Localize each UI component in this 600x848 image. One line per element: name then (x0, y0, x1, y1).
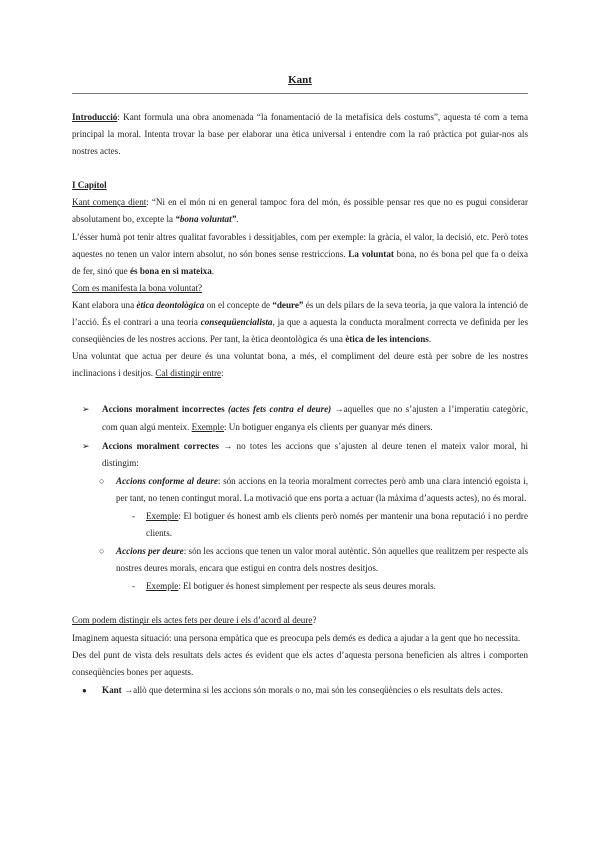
circle-bullet-icon: ○ (99, 546, 105, 557)
p2-bold1: La voluntat (348, 248, 394, 259)
arrow-bullet-icon: ➢ (82, 404, 90, 415)
sub1-text: : són accions en la teoria moralment correctes però amb una clara intenció egoista i, per tant, no tenen contingut moral. La motivació que ens porta a actuar (la màxima d’aquests actes), no és moral. (116, 475, 528, 503)
p1-bold: “bona voluntat” (175, 214, 237, 225)
paragraph-situacio: Imaginem aquesta situació: una persona empàtica que es preocupa pels demés es dedica a ajudar a la gent que ho necessita. (72, 632, 521, 643)
page-title: Kant (288, 74, 312, 86)
sublist-item-conforme (99, 473, 528, 507)
question-1-text: Com es manifesta la bona voluntat? (72, 282, 203, 293)
list-item-text (102, 682, 528, 699)
p2-end: . (211, 265, 215, 276)
question-heading-2 (72, 612, 528, 629)
spacer (72, 160, 528, 177)
question-2-end: ? (312, 615, 317, 626)
p1-text: : “Ni en el món ni en general tampoc fora del món, és possible pensar res que no es pugui considerar absolutament bo, excepte la (72, 197, 528, 225)
p3-t4: , ja que a aquesta la conducta moralment correcta ve definida per les conseqüències de les nostres accions. Per tant, la ètica deontològica és una (72, 317, 528, 345)
sub2-example-text: : El botiguer és honest simplement per respecte als seus deures morals. (178, 581, 436, 592)
question-heading-1 (72, 280, 528, 297)
spacer (72, 382, 528, 399)
sub1-example-label: Exemple (146, 510, 179, 521)
kant-says-label: Kant comença dient (72, 197, 147, 208)
sub2-bold: Accions per deure (116, 546, 184, 557)
circle-bullet-icon: ○ (99, 475, 105, 486)
dash-bullet-icon: - (132, 581, 135, 592)
p3-t5: . (428, 334, 432, 345)
p3-b1: ètica deontològica (136, 299, 205, 310)
sub1-example-text: : El botiguer és honest amb els clients però només per mantenir una bona reputació i no perdre clients. (146, 510, 528, 539)
p3-t2: on el concepte de (204, 299, 273, 310)
example-item-per-deure (132, 578, 528, 595)
sub2-text: : són les accions que tenen un valor moral autèntic. Són aquelles que realitzem per respecte als nostres deures morals, encara que estigui en contra dels nostres desitjos. (116, 546, 528, 574)
p3-t1: Kant elabora una (72, 299, 137, 310)
sub1-bold: Accions conforme al deure (116, 475, 218, 486)
example-item-conforme (132, 508, 528, 542)
p3-t3: és un dels pilars de la seva teoria, ja que valora la intenció de l’acció. És el contrari a una teoria (72, 299, 529, 328)
bullet-text: →allò que determina si les accions són morals o no, mai són les conseqüències o els resultats dels actes. (121, 684, 503, 695)
intro-paragraph (72, 109, 528, 160)
list-item-correctes (82, 438, 529, 472)
question-2-text: Com podem distingir els actes fets per deure i els d’acord al deure (72, 615, 313, 626)
p4-underline: Cal distingir entre (155, 368, 222, 379)
list-item-incorrectes (82, 401, 528, 435)
chapter-heading (72, 177, 528, 194)
document-body (72, 109, 528, 699)
item1-paren: (actes fets contra el deure) (224, 404, 332, 415)
paragraph-bona-voluntat (72, 194, 528, 228)
arrow-bullet-icon: ➢ (82, 440, 90, 451)
paragraph-resultats: Des del punt de vista dels resultats dels actes és evident que els actes d’aquesta persona beneficien als altres i comporten conseqüències bones per aquests. (72, 649, 528, 677)
list-item-text (146, 508, 528, 542)
intro-label: Introducció (72, 112, 118, 122)
title-divider (72, 93, 528, 94)
p3-b4: ètica de les intencions (345, 334, 429, 345)
bullet-item-kant (82, 682, 528, 699)
list-item-text (102, 438, 528, 472)
sublist-item-per-deure (99, 543, 528, 577)
list-item-text (116, 543, 528, 577)
item1-bold: Accions moralment incorrectes (102, 404, 225, 415)
item1-text: →aquelles que no s’ajusten a l’imperatiu categòric, com quan algú menteix. (102, 404, 528, 432)
item1-example-label: Exemple (191, 421, 224, 432)
paragraph-deontologica (72, 297, 528, 348)
dot-bullet-icon: ● (82, 685, 87, 695)
item1-example-text: : Un botiguer enganya els clients per guanyar més diners. (223, 421, 433, 432)
p3-b3: consequüencialista (200, 317, 273, 328)
bullet-bold: Kant (102, 684, 122, 695)
p4-text: Una voluntat que actua per deure és una voluntat bona, a més, el compliment del deure està per sobre de les nostres inclinacions i desitjos. (72, 351, 528, 379)
p2-mid: bona, no és bona pel que fa o deixa de fer, sinó que (72, 248, 528, 276)
list-item-text (116, 473, 528, 507)
p2-bold2: és bona en si mateixa (129, 265, 212, 276)
sub2-example-label: Exemple (146, 581, 179, 592)
list-item-text (102, 401, 528, 435)
intro-text: : Kant formula una obra anomenada “la fonamentació de la metafísica dels costums”, aquesta té com a tema principal la moral. Intenta trovar la base per elaborar una ètica universal i entendre com la raó pràctica pot guiar-nos als nostres actes. (72, 112, 528, 157)
p1-end: . (236, 214, 239, 225)
p4-end: : (221, 368, 224, 379)
item2-text: → no totes les accions que s’ajusten al deure tenen el mateix valor moral, hi distingim: (102, 440, 529, 468)
paragraph-voluntat-deure (72, 348, 528, 382)
paragraph-qualitats (72, 229, 528, 280)
dash-bullet-icon: - (132, 510, 135, 521)
item2-bold: Accions moralment correctes (102, 440, 219, 451)
list-item-text (146, 578, 528, 595)
p3-b2: “deure” (272, 299, 304, 310)
spacer (72, 595, 528, 612)
p2-text: L’ésser humà pot tenir altres qualitat favorables i dessitjables, com per exemple: la gràcia, el valor, la decisió, etc. Però totes aquestes no tenen un valor intern absolut, no són bones sense restriccions. (72, 231, 528, 259)
chapter-heading-text: I Capítol (72, 180, 107, 191)
